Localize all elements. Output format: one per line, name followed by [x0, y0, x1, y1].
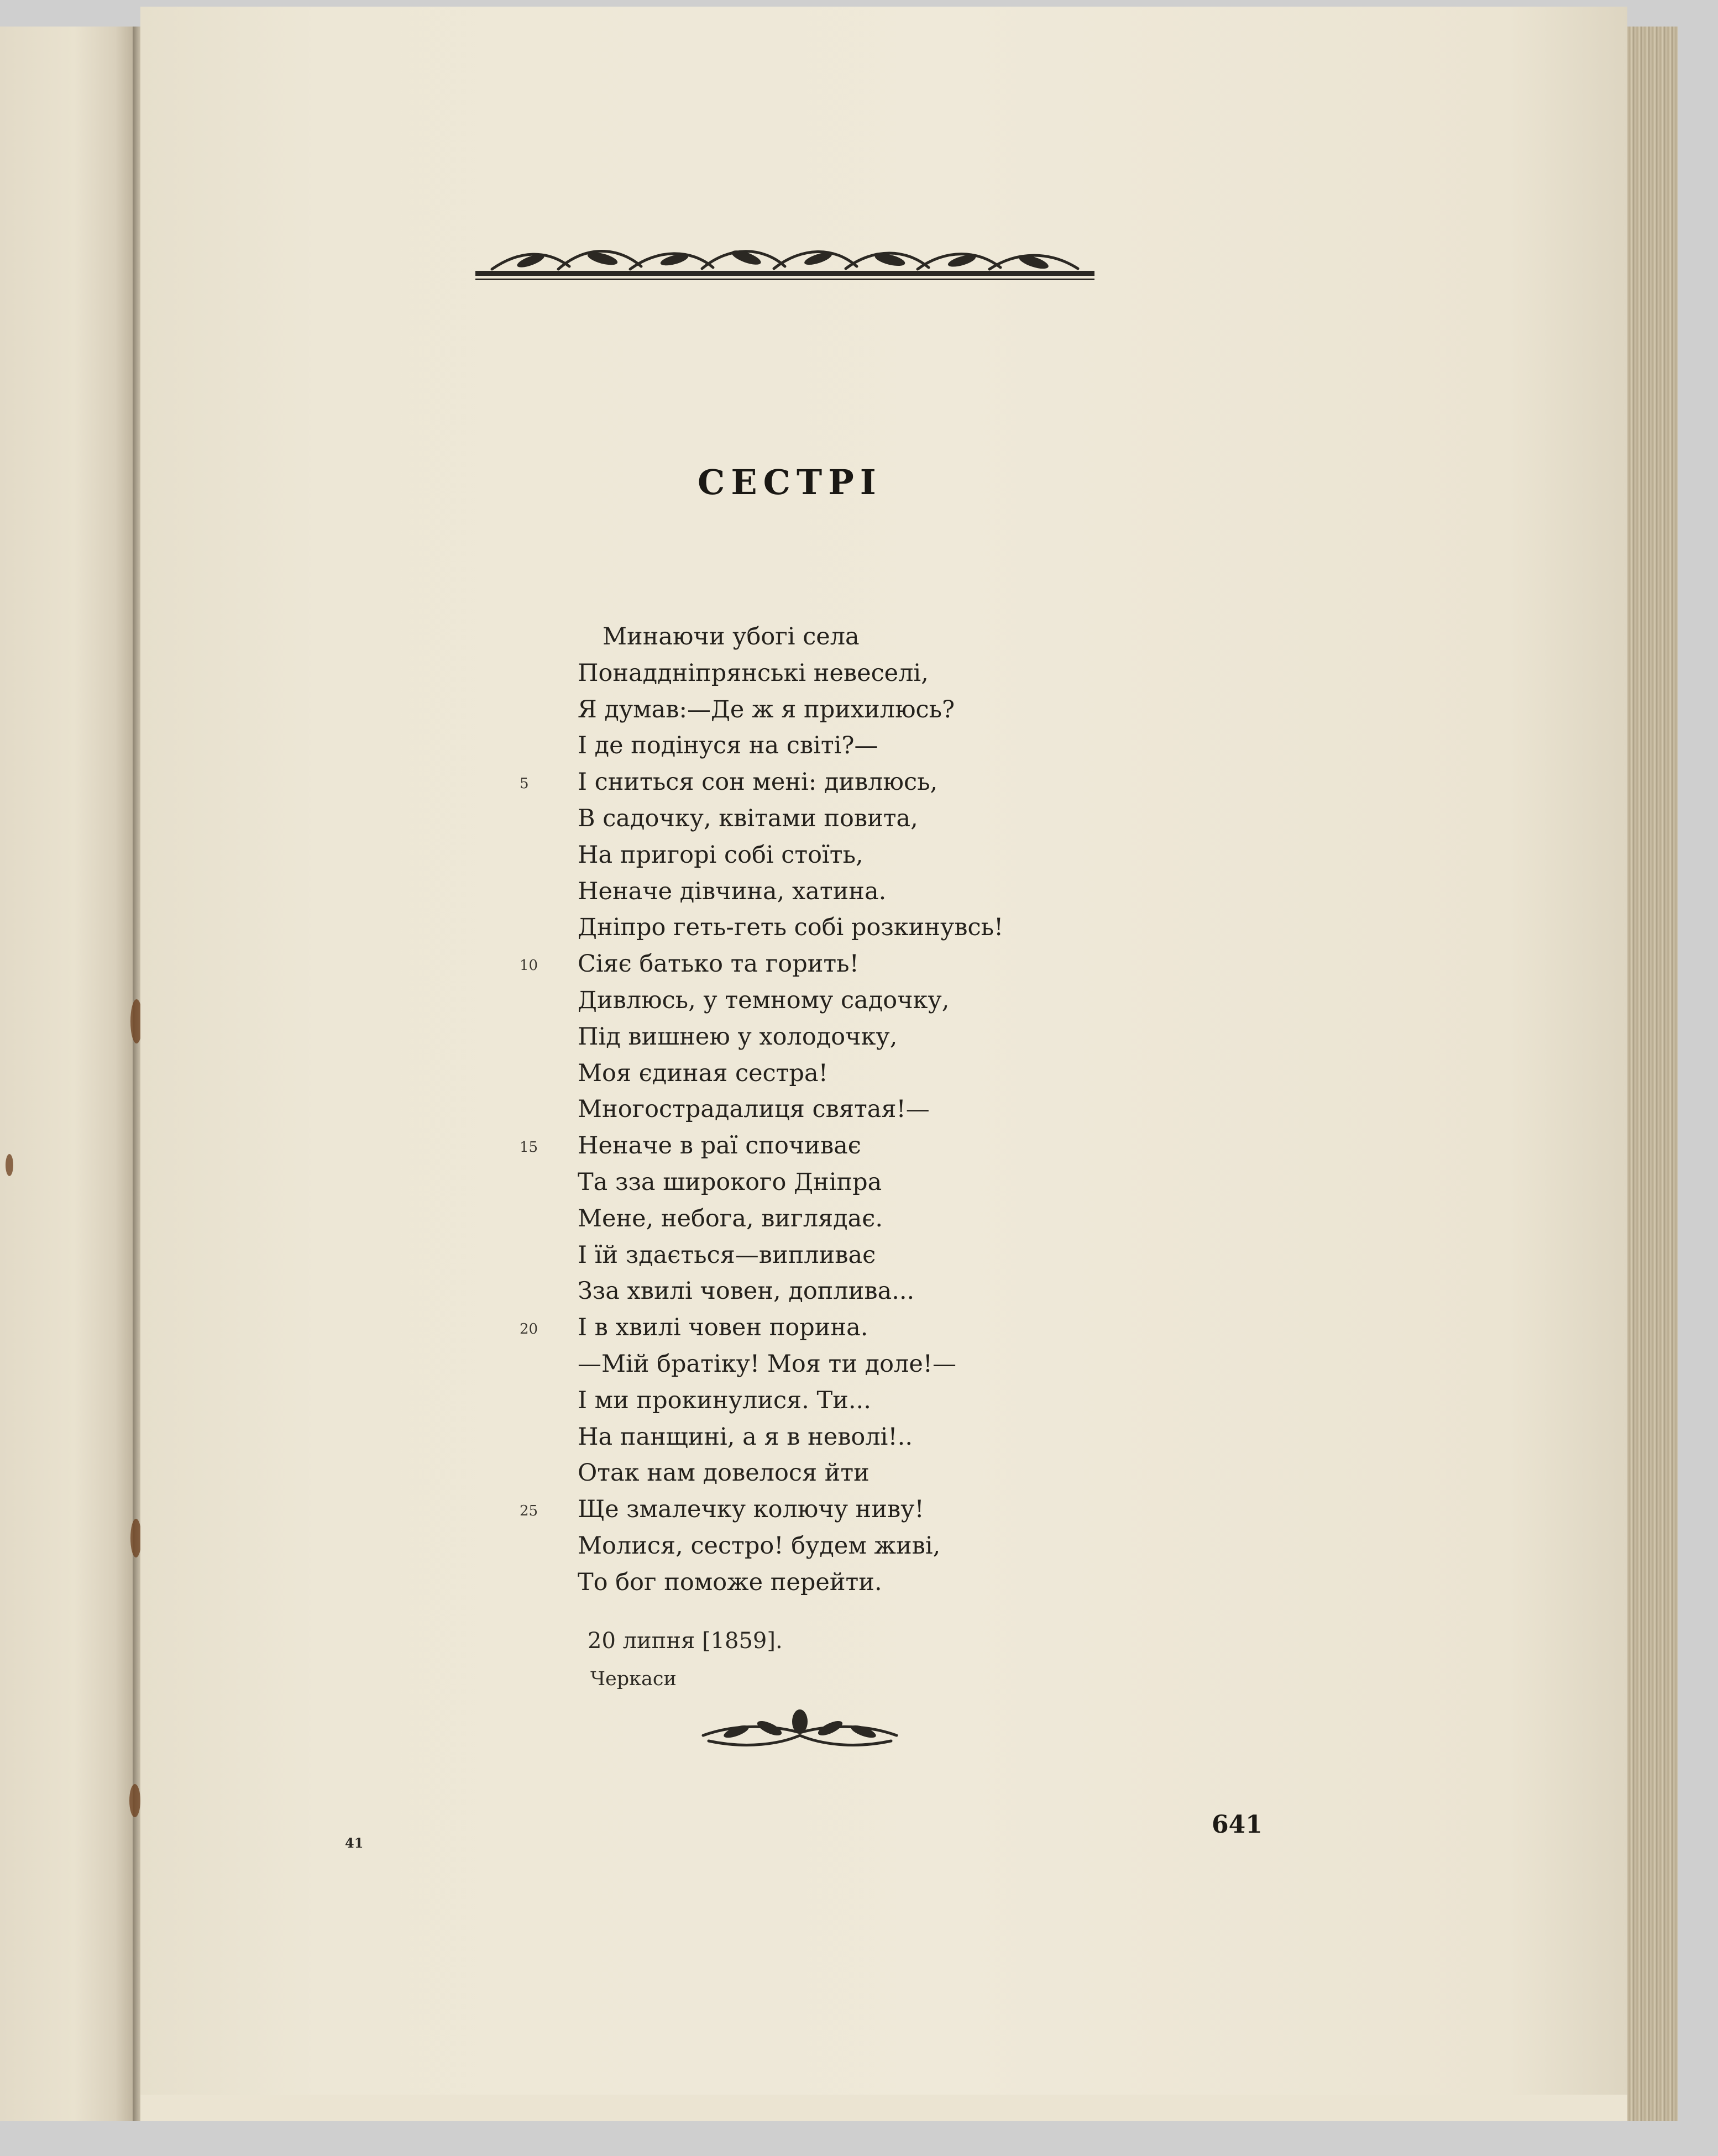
poem-place: Черкаси	[590, 1668, 677, 1690]
ornament-header-icon	[475, 239, 1094, 291]
line-text: Під вишнею у холодочку,	[578, 1022, 898, 1051]
line-text: Отак нам довелося йти	[578, 1459, 870, 1487]
line-text: В садочку, квітами повита,	[578, 804, 918, 832]
poem-line	[520, 910, 1183, 946]
line-text: Мене, небога, виглядає.	[578, 1204, 883, 1232]
poem-line	[520, 1419, 1183, 1456]
line-text: На пригорі собі стоїть,	[578, 841, 863, 869]
line-text: І де подінуся на світі?—	[578, 732, 878, 760]
line-text: Зза хвилі човен, доплива...	[578, 1277, 915, 1305]
line-text: Ще змалечку колючу ниву!	[578, 1496, 924, 1524]
line-text: І їй здається—випливає	[578, 1241, 876, 1269]
signature-mark: 41	[345, 1835, 364, 1851]
line-number: 25	[520, 1503, 538, 1520]
line-text: І сниться сон мені: дивлюсь,	[578, 768, 938, 796]
line-number: 15	[520, 1139, 538, 1156]
line-text: —Мій братіку! Моя ти доле!—	[578, 1350, 957, 1378]
poem-line	[520, 1164, 1183, 1201]
line-text: Многострадалиця святая!—	[578, 1095, 930, 1124]
line-text: На панщині, а я в неволі!..	[578, 1423, 913, 1451]
line-text: Неначе в раї спочиває	[578, 1132, 861, 1160]
poem-line	[520, 1092, 1183, 1128]
poem-line	[520, 728, 1183, 764]
poem-line	[520, 1346, 1183, 1383]
poem-line	[520, 764, 1183, 801]
poem-text	[520, 619, 1183, 1601]
poem-line	[520, 983, 1183, 1019]
line-text: Дніпро геть-геть собі розкинувсь!	[578, 914, 1004, 942]
stain-mark	[130, 1519, 142, 1557]
poem-line	[520, 1565, 1183, 1601]
page-edges	[1627, 27, 1678, 2121]
line-number: 5	[520, 775, 529, 793]
line-number: 10	[520, 957, 538, 974]
poem-line	[520, 1019, 1183, 1056]
line-text: Понаддніпрянські невеселі,	[578, 659, 929, 687]
poem-line	[520, 874, 1183, 910]
line-text: Неначе дівчина, хатина.	[578, 877, 887, 905]
stain-mark	[129, 1784, 140, 1817]
poem-line	[520, 1492, 1183, 1528]
poem-line	[520, 1237, 1183, 1274]
page-title: СЕСТРІ	[698, 462, 882, 502]
poem-line	[520, 1310, 1183, 1346]
line-text: І в хвилі човен порина.	[578, 1314, 868, 1342]
line-text: Я думав:—Де ж я прихилюсь?	[578, 695, 955, 723]
line-text: Та зза широкого Дніпра	[578, 1168, 882, 1196]
line-text: Дивлюсь, у темному садочку,	[578, 986, 950, 1014]
poem-line	[520, 1383, 1183, 1419]
poem-line	[520, 619, 1183, 655]
poem-line	[520, 946, 1183, 983]
poem-line	[520, 1201, 1183, 1237]
stain-mark	[6, 1154, 13, 1176]
line-text: Сіяє батько та горить!	[578, 950, 859, 978]
line-text: Моя єдиная сестра!	[578, 1059, 828, 1087]
poem-date: 20 липня [1859].	[588, 1628, 783, 1654]
page-number: 641	[1212, 1811, 1263, 1839]
left-page-edge	[0, 27, 135, 2121]
poem-line	[520, 1128, 1183, 1164]
line-text: І ми прокинулися. Ти...	[578, 1386, 871, 1414]
poem-line	[520, 1528, 1183, 1565]
poem-line	[520, 655, 1183, 692]
ornament-footer-icon	[698, 1705, 902, 1758]
poem-line	[520, 801, 1183, 837]
poem-line	[520, 837, 1183, 874]
poem-line	[520, 1056, 1183, 1092]
line-text: Минаючи убогі села	[603, 623, 860, 651]
line-text: То бог поможе перейти.	[578, 1568, 882, 1596]
poem-line	[520, 692, 1183, 728]
poem-line	[520, 1455, 1183, 1492]
line-text: Молися, сестро! будем живі,	[578, 1531, 941, 1560]
poem-line	[520, 1273, 1183, 1310]
line-number: 20	[520, 1321, 538, 1338]
